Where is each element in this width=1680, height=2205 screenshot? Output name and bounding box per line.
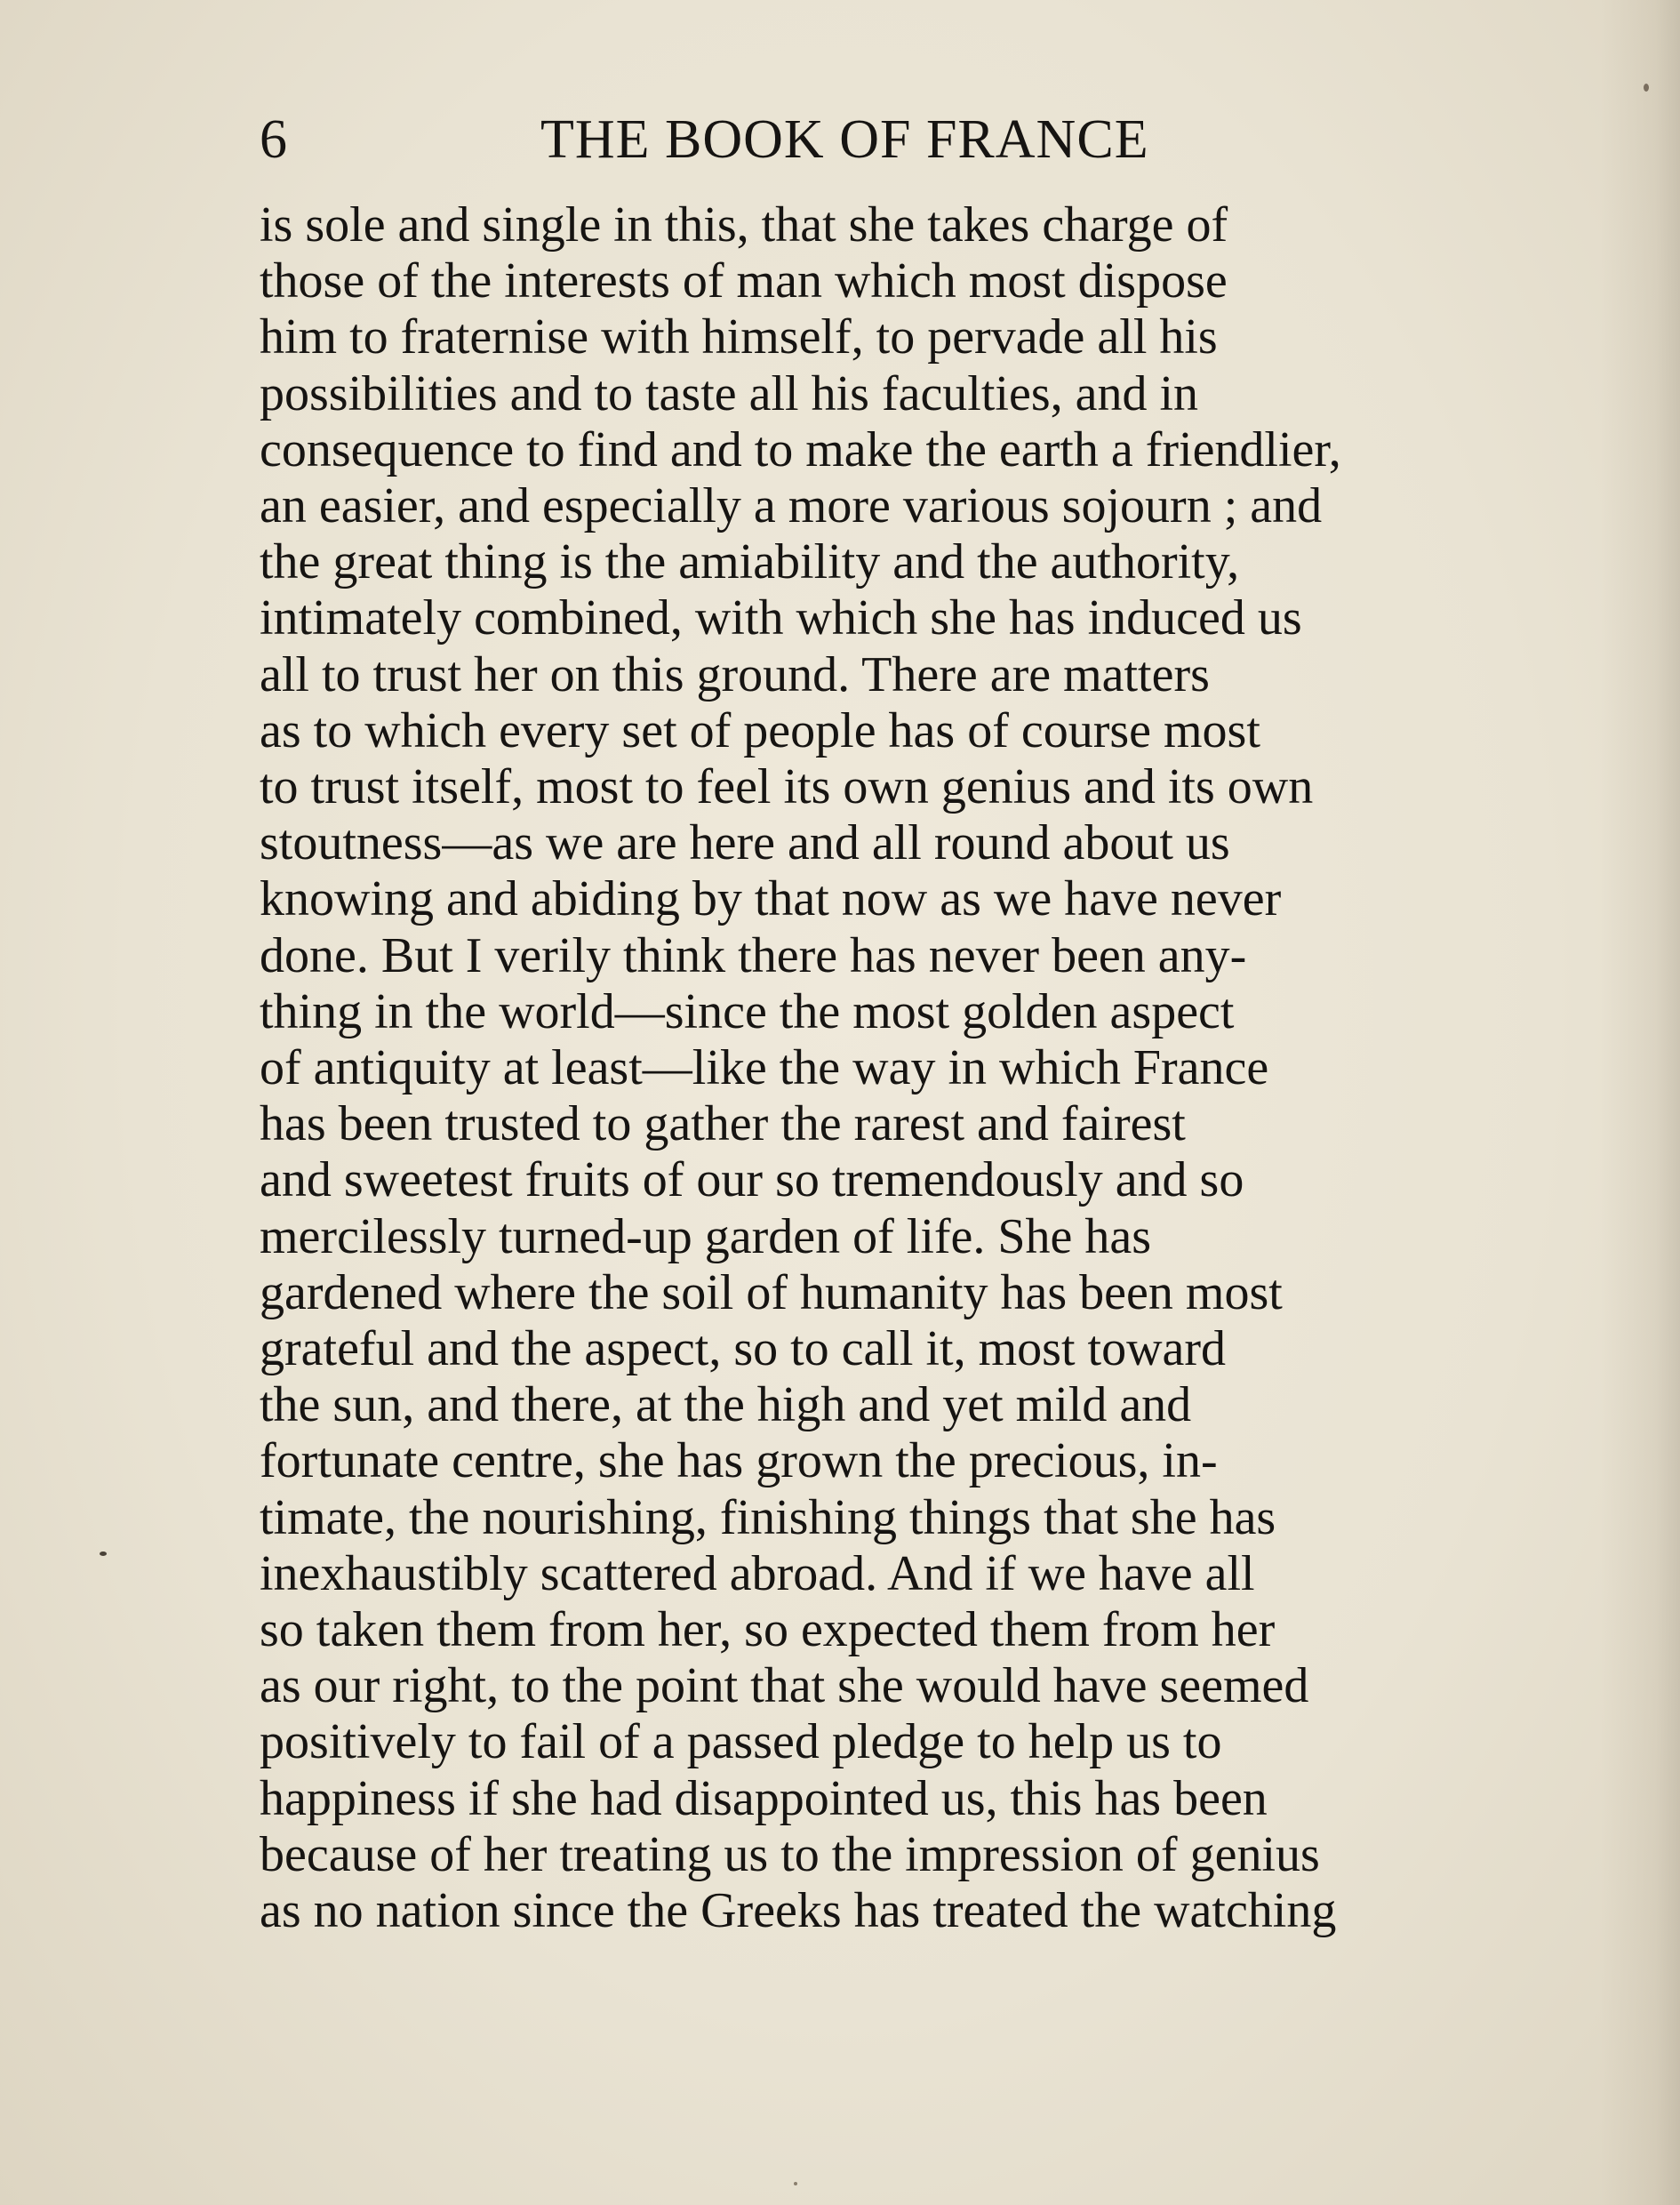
text-line: of antiquity at least—like the way in which France bbox=[260, 1040, 1269, 1096]
text-line: intimately combined, with which she has induced us bbox=[260, 590, 1302, 646]
text-line: stoutness—as we are here and all round about us bbox=[260, 815, 1230, 871]
text-line: those of the interests of man which most dispose bbox=[260, 253, 1228, 309]
book-title: THE BOOK OF FRANCE bbox=[540, 109, 1149, 170]
text-line: an easier, and especially a more various sojourn ; and bbox=[260, 478, 1323, 534]
text-line: him to fraternise with himself, to pervade all his bbox=[260, 309, 1218, 365]
text-line: thing in the world—since the most golden aspect bbox=[260, 983, 1235, 1039]
text-line: consequence to find and to make the earth a friendlier, bbox=[260, 421, 1341, 477]
text-line: positively to fail of a passed pledge to help us to bbox=[260, 1714, 1222, 1770]
ink-speck bbox=[794, 2182, 797, 2185]
text-line: inexhaustibly scattered abroad. And if we have all bbox=[260, 1545, 1255, 1601]
text-line: has been trusted to gather the rarest and fairest bbox=[260, 1096, 1186, 1152]
running-head bbox=[260, 100, 1216, 180]
page-edge-shadow bbox=[1600, 0, 1680, 2205]
text-line: fortunate centre, she has grown the precious, in- bbox=[260, 1433, 1218, 1489]
text-line: as our right, to the point that she would have seemed bbox=[260, 1658, 1309, 1714]
text-line: mercilessly turned-up garden of life. She has bbox=[260, 1208, 1152, 1264]
ink-speck bbox=[1644, 84, 1649, 92]
text-line: is sole and single in this, that she takes charge of bbox=[260, 197, 1228, 253]
text-line: done. But I verily think there has never been any- bbox=[260, 927, 1247, 983]
text-line: as to which every set of people has of course most bbox=[260, 702, 1260, 758]
text-line: the great thing is the amiability and the authority, bbox=[260, 534, 1240, 590]
text-line: timate, the nourishing, finishing things that she has bbox=[260, 1489, 1276, 1545]
text-line: as no nation since the Greeks has treated the watching bbox=[260, 1883, 1337, 1939]
text-line: so taken them from her, so expected them from her bbox=[260, 1602, 1276, 1658]
text-line: to trust itself, most to feel its own genius and its own bbox=[260, 759, 1314, 815]
page-number: 6 bbox=[260, 109, 287, 170]
text-line: because of her treating us to the impression of genius bbox=[260, 1826, 1320, 1882]
text-line: happiness if she had disappointed us, this has been bbox=[260, 1770, 1268, 1826]
text-line: gardened where the soil of humanity has been most bbox=[260, 1264, 1283, 1320]
text-line: and sweetest fruits of our so tremendously and so bbox=[260, 1152, 1244, 1208]
text-line: all to trust her on this ground. There are matters bbox=[260, 646, 1210, 702]
text-line: the sun, and there, at the high and yet mild and bbox=[260, 1377, 1192, 1433]
text-line: grateful and the aspect, so to call it, most toward bbox=[260, 1321, 1227, 1377]
text-line: possibilities and to taste all his faculties, and in bbox=[260, 365, 1199, 421]
text-line: knowing and abiding by that now as we have never bbox=[260, 871, 1282, 927]
body-paragraph bbox=[260, 197, 1504, 1939]
ink-speck bbox=[100, 1552, 107, 1556]
